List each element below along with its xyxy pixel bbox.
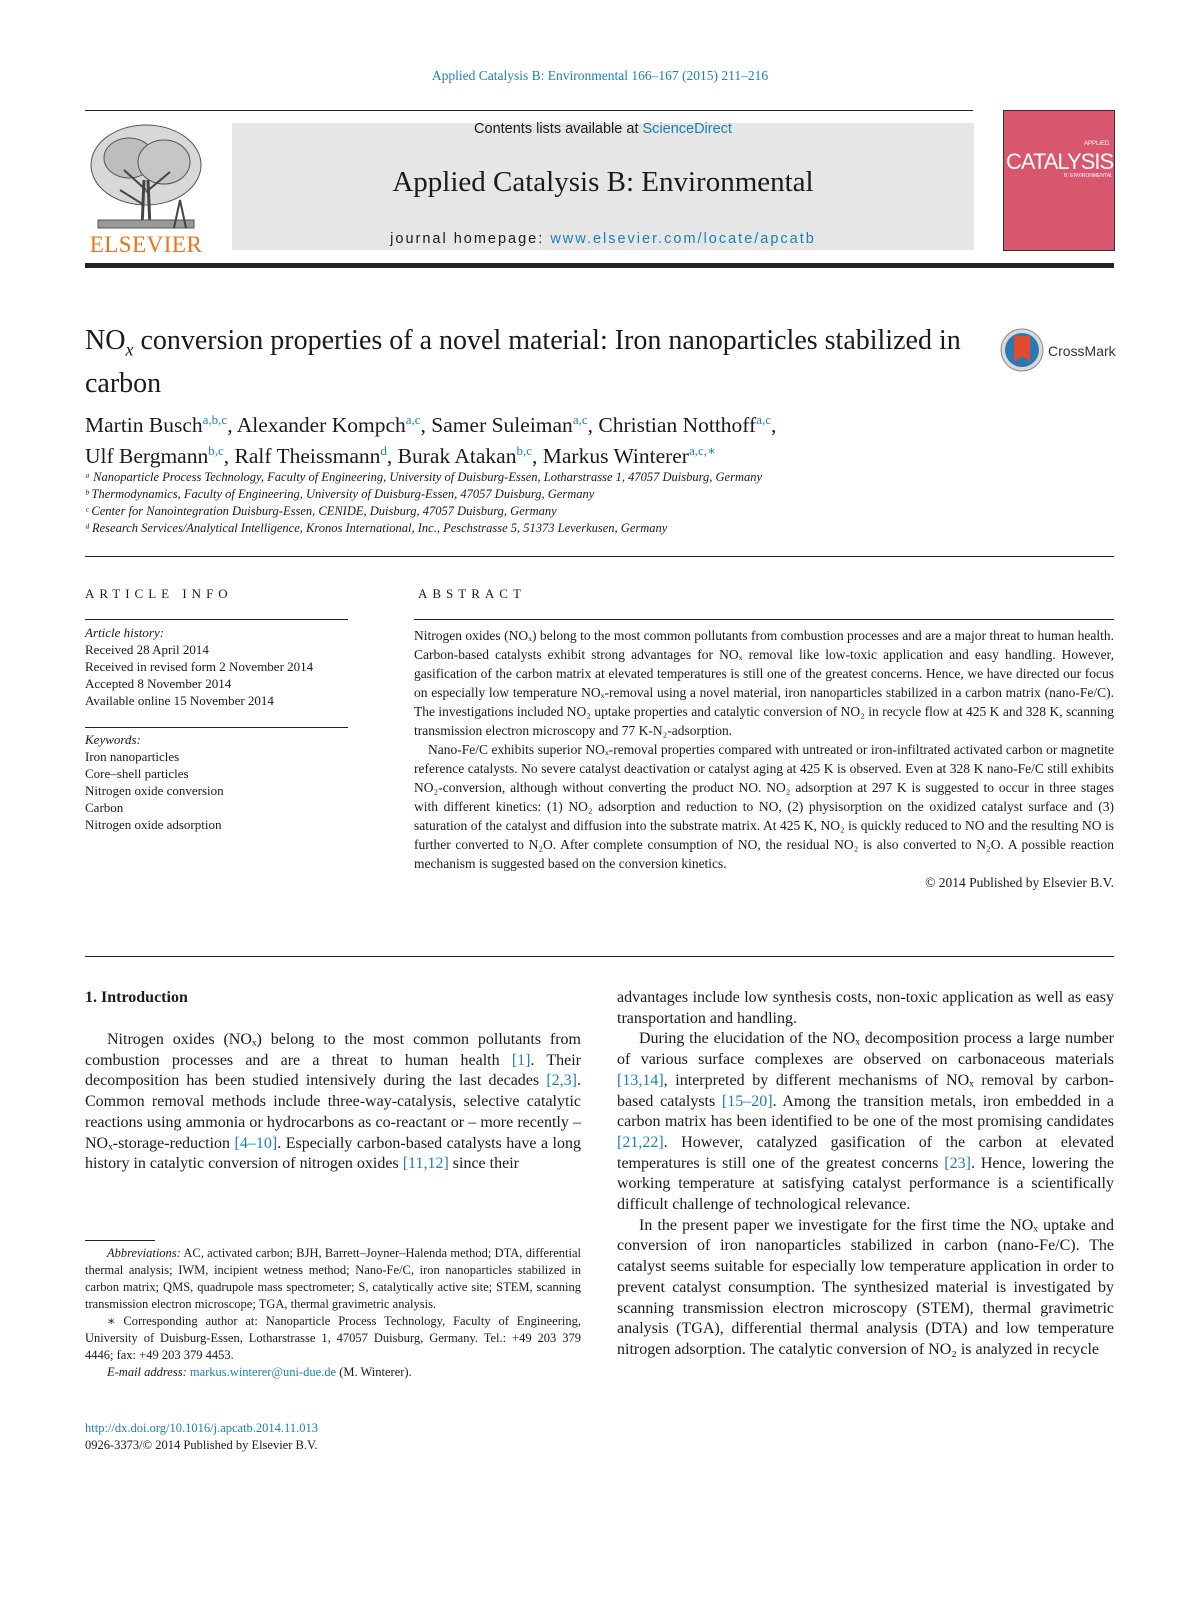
abstract-rule: [414, 619, 1114, 620]
keyword-item: Nitrogen oxide conversion: [85, 783, 224, 798]
affiliation-d: ᵈ Research Services/Analytical Intelligence, Kronos International, Inc., Peschstrasse 5, 51373 Leverkusen, Germany: [85, 521, 668, 535]
sciencedirect-link[interactable]: ScienceDirect: [642, 121, 732, 137]
author-affiliation[interactable]: a,c: [572, 412, 588, 427]
keyword-item: Nitrogen oxide adsorption: [85, 817, 222, 832]
author-name[interactable]: Burak Atakan: [397, 444, 517, 469]
intro-paragraph: Nitrogen oxides (NOₓ) belong to the most common pollutants from combustion processes and are a threat to human health [1]. Their decomposition has been studied intensively during the last decades [2,3]. Common removal methods include three-way-catalysis, selective catalytic reactions using ammonia or hydrocarbons as co-reactant or – more recently – NOₓ-storage-reduction [4–10]. Especially carbon-based catalysts have a long history in catalytic conversion of nitrogen oxides [11,12] since their: [85, 1031, 582, 1173]
abbreviations-footnote: Abbreviations: AC, activated carbon; BJH, Barrett–Joyner–Halenda method; DTA, differential thermal analysis; IWM, incipient wetness method; Nano-Fe/C, iron nanoparticles stabilized in carbon matrix; QMS, quadrupole mass spectrometer; S, catalytically active site; STEM, scanning transmission electron microscope; TGA, thermal gravimetric analysis.: [85, 1246, 581, 1311]
section-rule: [85, 556, 1114, 557]
journal-reference[interactable]: Applied Catalysis B: Environmental 166–167 (2015) 211–216: [431, 68, 769, 83]
history-label: Article history:: [85, 625, 165, 640]
author-affiliation[interactable]: a,c: [756, 412, 772, 427]
author-affiliation[interactable]: b,c: [516, 443, 533, 459]
homepage-prefix: journal homepage:: [390, 231, 551, 247]
author-name[interactable]: Ulf Bergmann: [85, 444, 209, 469]
author-affiliation[interactable]: a,c,∗: [688, 443, 716, 459]
author-affiliation[interactable]: a,c: [405, 412, 421, 427]
doi-link[interactable]: http://dx.doi.org/10.1016/j.apcatb.2014.11.013: [85, 1421, 318, 1435]
abstract-paragraph: Nitrogen oxides (NOₓ) belong to the most common pollutants from combustion processes and are a major threat to human health. Carbon-based catalysts exhibit strong advantages for NOₓ removal like low-toxic application and easy handling. However, gasification of the carbon matrix at elevated temperatures is still one of the greatest concerns. Hence, we have directed our focus on especially low temperature NOₓ-removal using a novel material, iron nanoparticles stabilized in a carbon matrix (nano-Fe/C). The investigations included NO₂ uptake properties and catalytic conversion of NO₂ in recycle flow at 425 K and 328 K, scanning transmission electron microscopy and 77 K-N₂-adsorption.: [414, 628, 1114, 738]
keyword-item: Carbon: [85, 800, 124, 815]
info-rule: [85, 619, 348, 620]
elsevier-wordmark: ELSEVIER: [89, 232, 203, 257]
keywords: [85, 731, 348, 833]
doi-block: [85, 1420, 318, 1454]
contents-prefix: Contents lists available at: [474, 121, 643, 137]
keyword-item: Core–shell particles: [85, 766, 189, 781]
article-info-heading: ARTICLE INFO: [85, 586, 233, 601]
author-name[interactable]: Alexander Kompch: [236, 413, 406, 438]
citation-link[interactable]: [11,12]: [402, 1155, 449, 1173]
author-affiliation[interactable]: b,c: [208, 443, 224, 459]
intro-paragraph: advantages include low synthesis costs, non-toxic application as well as easy transportation and handling.: [617, 989, 1114, 1027]
keywords-label: Keywords:: [85, 732, 141, 747]
history-item: Available online 15 November 2014: [85, 693, 274, 708]
affiliation-a: ᵃ Nanoparticle Process Technology, Faculty of Engineering, University of Duisburg-Essen, Lotharstrasse 1, 47057 Duisburg, Germany: [85, 470, 763, 484]
abstract-paragraph: Nano-Fe/C exhibits superior NOₓ-removal properties compared with untreated or iron-infiltrated activated carbon or magnetite reference catalysts. No severe catalyst deactivation or catalyst aging at 425 K is observed. Even at 328 K nano-Fe/C still exhibits NO₂-conversion, although without converting the product NO. NO₂ adsorption at 297 K is suggested to occur in three stages with different kinetics: (1) NO₂ adsorption and reduction to NO, (2) physisorption on the oxidized catalyst surface and (3) saturation of the catalyst and diffusion into the substrate matrix. At 425 K, NO₂ is quickly reduced to NO and the resulting NO is further converted to N₂O. After complete consumption of NO, the residual NO₂ is also converted to N₂O. A possible reaction mechanism is suggested based on the conversion kinetics.: [414, 742, 1114, 871]
abstract-copyright: © 2014 Published by Elsevier B.V.: [925, 875, 1114, 890]
citation-link[interactable]: [4–10]: [234, 1134, 278, 1152]
cover-subtitle: B: ENVIRONMENTAL: [1064, 173, 1113, 179]
introduction-heading: 1. Introduction: [85, 989, 188, 1006]
email-link[interactable]: markus.winterer@uni-due.de: [189, 1365, 337, 1379]
author-name[interactable]: Ralf Theissmann: [234, 444, 381, 469]
cover-title: CATALYSIS: [1006, 149, 1114, 174]
homepage-line: [232, 231, 974, 247]
citation-link[interactable]: [23]: [944, 1154, 971, 1172]
author-affiliation[interactable]: a,b,c: [202, 412, 228, 427]
contents-line: [232, 121, 974, 137]
article-history: [85, 624, 348, 709]
header-thick-rule: [85, 263, 1114, 268]
footnotes: [85, 1245, 581, 1381]
footnote-rule: [85, 1240, 155, 1241]
crossmark-label[interactable]: CrossMark: [1048, 343, 1116, 359]
cover-applied-label: APPLIED: [1084, 141, 1110, 147]
author-name[interactable]: Christian Notthoff: [598, 413, 757, 438]
abstract-body: [414, 626, 1114, 892]
citation-link[interactable]: [15–20]: [721, 1092, 773, 1110]
intro-right-column: [617, 988, 1114, 1361]
affiliation-c: ᶜ Center for Nanointegration Duisburg-Essen, CENIDE, Duisburg, 47057 Duisburg, Germany: [85, 504, 557, 518]
crossmark-icon[interactable]: [1000, 328, 1044, 372]
author-name[interactable]: Samer Suleiman: [431, 413, 573, 438]
author-name[interactable]: Martin Busch: [85, 413, 203, 438]
corresponding-author-footnote: ∗ Corresponding author at: Nanoparticle Process Technology, Faculty of Engineering, University of Duisburg-Essen, Lotharstrasse 1, 47057 Duisburg, Germany. Tel.: +49 203 379 4446; fax: +49 203 379 4453.: [85, 1314, 581, 1362]
email-footnote: E-mail address: markus.winterer@uni-due.de (M. Winterer).: [107, 1365, 412, 1379]
homepage-link[interactable]: www.elsevier.com/locate/apcatb: [550, 231, 816, 247]
citation-link[interactable]: [1]: [511, 1051, 531, 1069]
history-item: Received 28 April 2014: [85, 642, 209, 657]
abstract-heading: ABSTRACT: [418, 586, 526, 601]
intro-left-column: [85, 1030, 581, 1175]
citation-link[interactable]: [2,3]: [546, 1072, 577, 1090]
intro-paragraph: In the present paper we investigate for the first time the NOₓ uptake and conversion of iron nanoparticles stabilized in carbon (nano-Fe/C). The catalyst seems suitable for especially low temperature application in order to prevent catalyst consumption. The synthesized material is investigated by scanning transmission electron microscopy (STEM), thermal gravimetric analysis (TGA), differential thermal analysis (DTA) and low temperature nitrogen adsorption. The catalytic conversion of NO₂ is analyzed in recycle: [617, 1216, 1114, 1358]
article-title: $NO_x$ conversion properties of a novel material: Iron nanoparticles stabilized in carbon: [85, 325, 961, 399]
section-rule: [85, 956, 1114, 957]
history-item: Accepted 8 November 2014: [85, 676, 232, 691]
journal-cover-image[interactable]: [1003, 110, 1115, 251]
intro-paragraph: During the elucidation of the NOₓ decomposition process a large number of various surface complexes are observed on carbonaceous materials [13,14], interpreted by different mechanisms of NOₓ removal by carbon-based catalysts [15–20]. Among the transition metals, iron embedded in a carbon matrix has been identified to be one of the most promising candidates [21,22]. However, catalyzed gasification of the carbon at elevated temperatures is still one of the greatest concerns [23]. Hence, lowering the working temperature at satisfying catalyst performance is a scientifically difficult challenge of technological relevance.: [617, 1030, 1115, 1214]
author-list: Martin Busch$^{a,b,c}$, Alexander Kompch$^{a,c}$, Samer Suleiman$^{a,c}$, Christian Notthoff$^{a,c}$, Ulf Bergmann$^{b,c}$, Ralf Theissmann$^d$, Burak Atakan$^{b,c}$, Markus Winterer$^{a,c,∗}$: [85, 412, 777, 469]
journal-title: Applied Catalysis B: Environmental: [392, 166, 814, 198]
keyword-item: Iron nanoparticles: [85, 749, 180, 764]
citation-link[interactable]: [13,14]: [617, 1071, 664, 1089]
header-top-rule: [85, 110, 973, 111]
history-item: Received in revised form 2 November 2014: [85, 659, 314, 674]
citation-link[interactable]: [21,22]: [617, 1133, 664, 1151]
issn-line: 0926-3373/© 2014 Published by Elsevier B.V.: [85, 1438, 318, 1452]
info-rule: [85, 727, 348, 728]
author-name[interactable]: Markus Winterer: [542, 444, 689, 469]
affiliation-b: ᵇ Thermodynamics, Faculty of Engineering, University of Duisburg-Essen, 47057 Duisburg, Germany: [85, 487, 595, 501]
author-affiliation[interactable]: d: [380, 443, 387, 459]
